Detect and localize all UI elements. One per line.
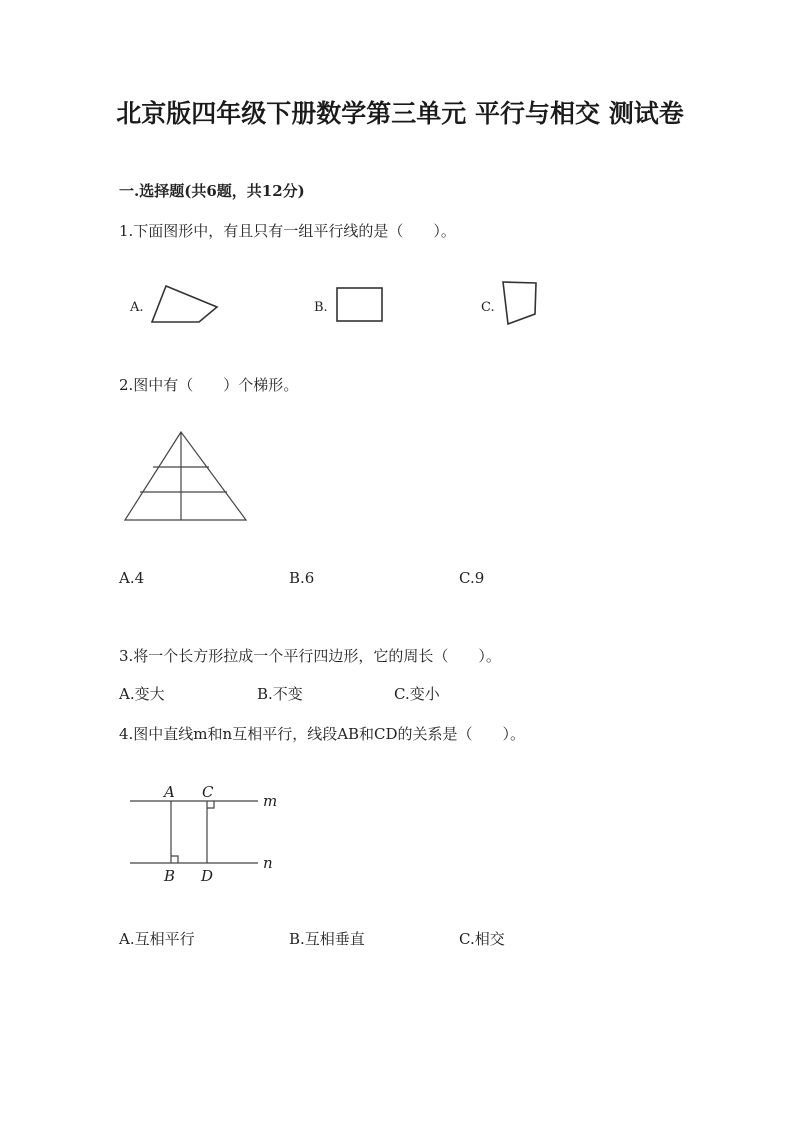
label-a: A (164, 783, 175, 801)
q4-option-a[interactable]: A.互相平行 (119, 930, 195, 948)
outer-triangle (125, 432, 246, 520)
label-d: D (201, 867, 214, 885)
label-b: B (164, 867, 176, 885)
q2-option-b[interactable]: B.6 (289, 569, 315, 587)
label-n: n (263, 854, 273, 872)
trapezoid-c (503, 282, 536, 324)
q4-option-c[interactable]: C.相交 (459, 930, 505, 948)
q4-option-b[interactable]: B.互相垂直 (289, 930, 365, 948)
right-angle-mark-c (207, 801, 214, 808)
q3-option-c[interactable]: C.变小 (394, 685, 440, 703)
q1-label-c: C. (481, 300, 495, 315)
label-m: m (263, 792, 278, 810)
section-heading: 一.选择题(共6题，共12分) (119, 182, 305, 200)
question-2-stem: 2.图中有（ ）个梯形。 (119, 376, 299, 394)
question-1-stem: 1.下面图形中，有且只有一组平行线的是（ ）。 (119, 222, 456, 240)
q1-label-b: B. (314, 300, 328, 315)
q2-option-a[interactable]: A.4 (119, 569, 145, 587)
question-3-stem: 3.将一个长方形拉成一个平行四边形，它的周长（ ）。 (119, 647, 501, 665)
label-c: C (202, 783, 214, 801)
q3-option-a[interactable]: A.变大 (119, 685, 165, 703)
question-4-stem: 4.图中直线m和n互相平行，线段AB和CD的关系是（ ）。 (119, 725, 526, 743)
q4-parallel-lines-figure (0, 780, 800, 890)
page-title: 北京版四年级下册数学第三单元 平行与相交 测试卷 (116, 99, 684, 128)
q3-option-b[interactable]: B.不变 (257, 685, 303, 703)
q2-triangle-figure (0, 428, 800, 528)
q2-option-c[interactable]: C.9 (459, 569, 485, 587)
q1-figure-c (0, 278, 800, 338)
right-angle-mark-b (171, 856, 178, 863)
q1-label-a: A. (130, 300, 144, 315)
